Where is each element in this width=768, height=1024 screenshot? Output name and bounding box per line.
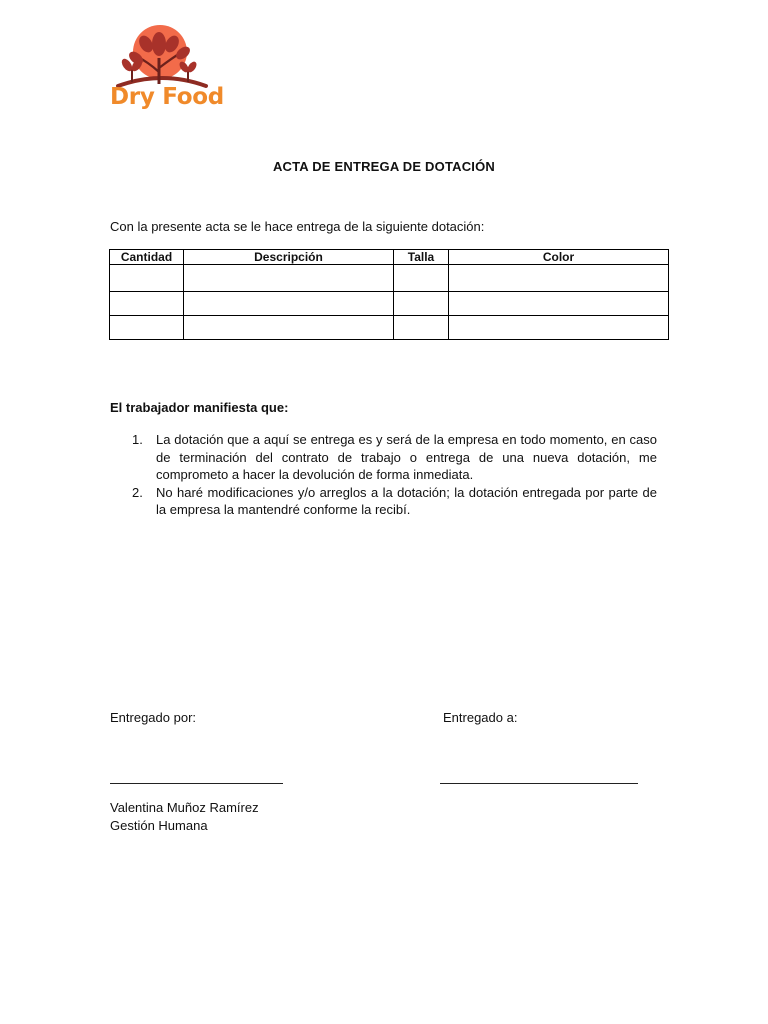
clause-text: La dotación que a aquí se entrega es y será de la empresa en todo momento, en caso de terminación del contrato de trabajo o entrega de una nueva dotación, me comprometo a hacer la devolución de forma inmediata.: [156, 432, 657, 482]
logo-wordmark: Dry Food: [110, 84, 224, 110]
column-header-color: Color: [449, 250, 669, 265]
table-cell: [394, 265, 449, 292]
table-cell: [110, 316, 184, 340]
table-cell: [184, 265, 394, 292]
list-item: [110, 431, 657, 484]
clause-text: No haré modificaciones y/o arreglos a la dotación; la dotación entregada por parte de la empresa la mantendré conforme la recibí.: [156, 484, 657, 517]
table-row: [110, 265, 669, 292]
company-logo: [106, 22, 224, 116]
table-cell: [449, 316, 669, 340]
table-cell: [394, 292, 449, 316]
signatory-block: [110, 799, 259, 834]
table-header-row: [110, 250, 669, 265]
delivered-to-label: Entregado a:: [443, 710, 518, 725]
clause-number: 1.: [132, 432, 143, 447]
list-item: [110, 484, 657, 519]
table-cell: [110, 265, 184, 292]
table-cell: [449, 292, 669, 316]
signature-line-delivered-to: [440, 783, 638, 784]
column-header-cantidad: Cantidad: [110, 250, 184, 265]
column-header-descripcion: Descripción: [184, 250, 394, 265]
intro-text: Con la presente acta se le hace entrega de la siguiente dotación:: [110, 219, 485, 234]
table-cell: [394, 316, 449, 340]
signatory-name: Valentina Muñoz Ramírez: [110, 800, 259, 815]
delivered-by-label: Entregado por:: [110, 710, 197, 725]
column-header-talla: Talla: [394, 250, 449, 265]
table-cell: [110, 292, 184, 316]
table-cell: [184, 316, 394, 340]
document-title: ACTA DE ENTREGA DE DOTACIÓN: [272, 159, 496, 174]
table-row: [110, 316, 669, 340]
clause-number: 2.: [132, 484, 143, 500]
plant-sun-logo-icon: [106, 22, 218, 92]
statement-heading: El trabajador manifiesta que:: [110, 400, 289, 415]
dotation-table: [109, 249, 669, 340]
clause-list: [110, 431, 657, 519]
signature-line-delivered-by: [110, 783, 283, 784]
table-cell: [184, 292, 394, 316]
table-row: [110, 292, 669, 316]
table-cell: [449, 265, 669, 292]
signatory-department: Gestión Humana: [110, 817, 208, 833]
